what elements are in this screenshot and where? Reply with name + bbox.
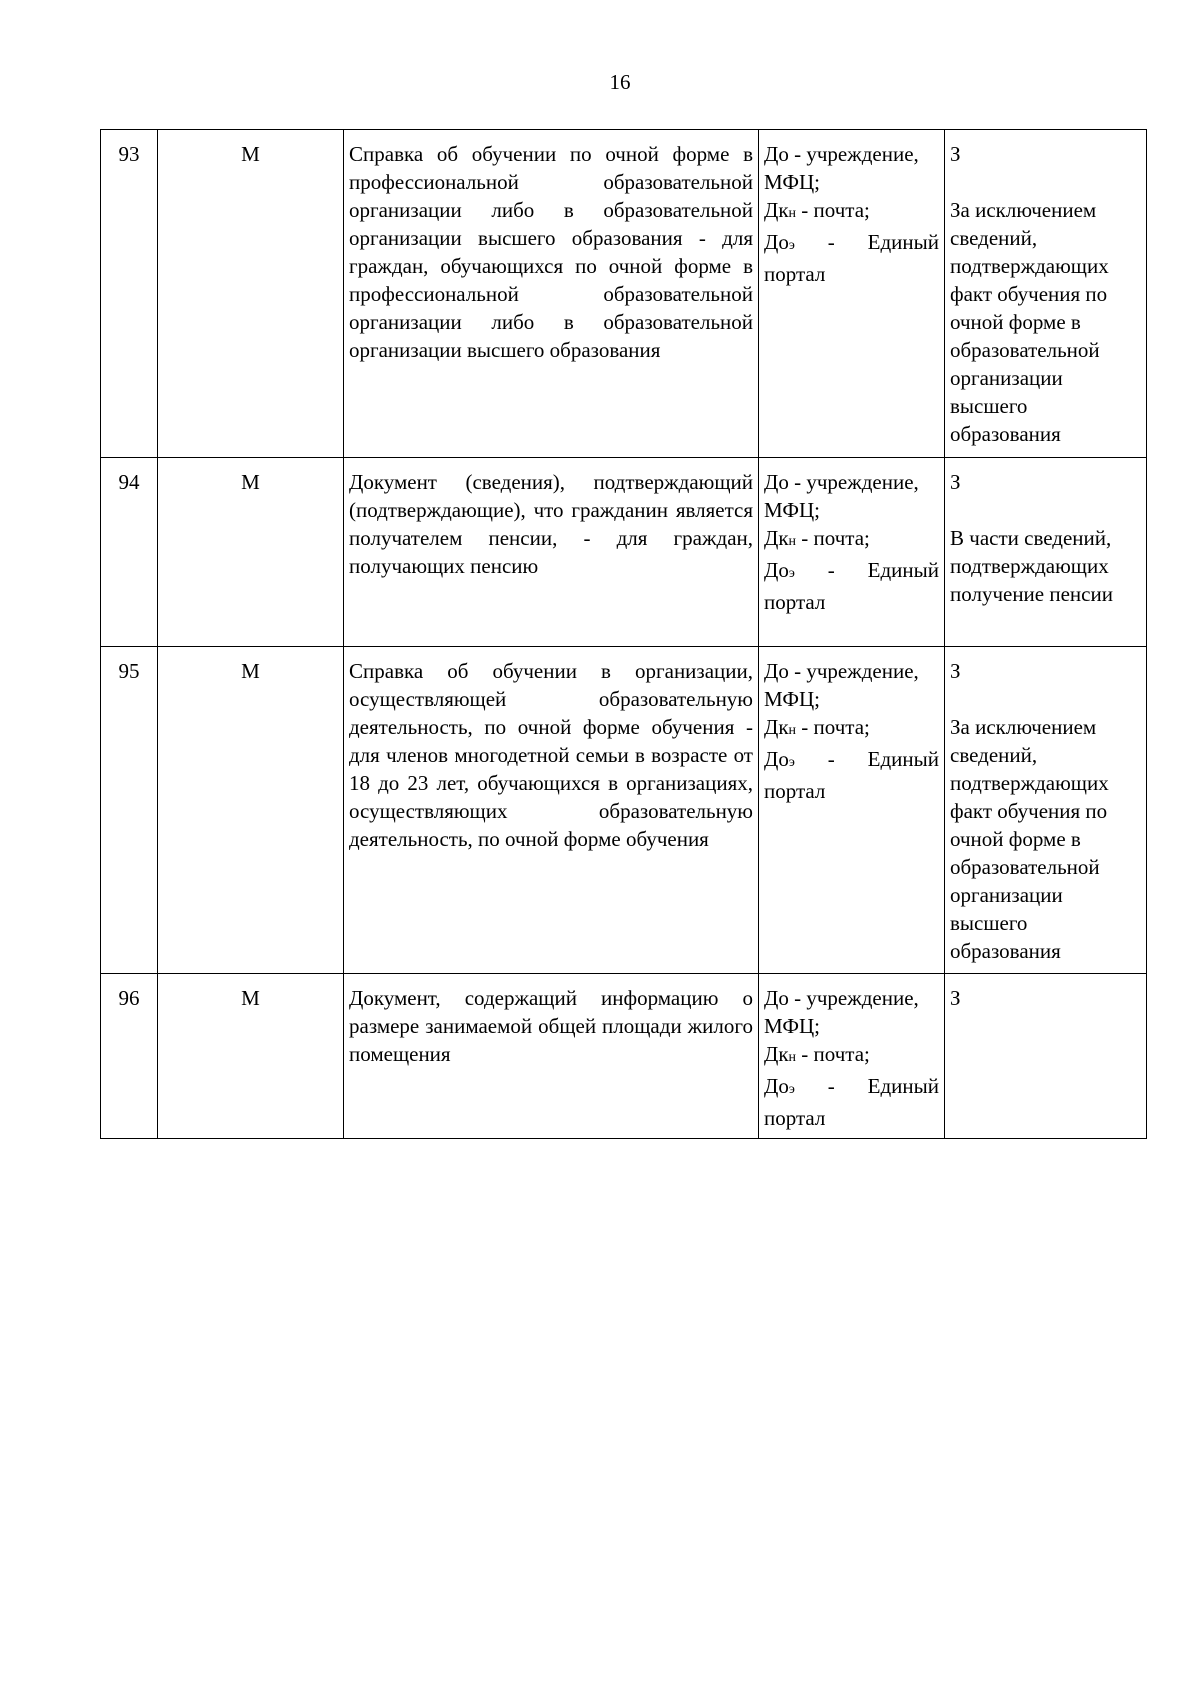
src-line-mfc: МФЦ;	[764, 170, 820, 194]
src-dash: -	[827, 558, 835, 582]
src-code-sub: н	[788, 534, 797, 549]
src-code: До	[764, 747, 789, 771]
src-line-mfc: МФЦ;	[764, 687, 820, 711]
src-line-portal	[764, 228, 939, 260]
note-text: За исключением сведений, подтверждающих факт обучения по очной форме в образовательной организации высшего образования	[950, 198, 1109, 446]
row-type: М	[158, 647, 344, 974]
note-code: З	[950, 659, 961, 683]
note-code: З	[950, 470, 961, 494]
src-portal-word: Единый	[867, 558, 939, 582]
src-line-office: До - учреждение,	[764, 659, 919, 683]
documents-table	[100, 129, 1147, 1139]
src-line-mail	[764, 1040, 939, 1072]
src-line-office: До - учреждение,	[764, 470, 919, 494]
table-row	[101, 974, 1147, 1139]
src-code-sub: э	[788, 755, 795, 770]
src-portal-word: Единый	[867, 1074, 939, 1098]
src-code-sub: н	[788, 723, 797, 738]
src-line-portal-end: портал	[764, 262, 826, 286]
row-note	[945, 458, 1147, 647]
src-code-sub: н	[788, 206, 797, 221]
src-line-portal	[764, 1072, 939, 1104]
src-line-office: До - учреждение,	[764, 142, 919, 166]
src-line-portal-end: портал	[764, 1106, 826, 1130]
row-number: 94	[101, 458, 158, 647]
src-code: До	[764, 230, 789, 254]
src-code: Дк	[764, 198, 789, 222]
src-mail-text: - почта;	[796, 526, 870, 550]
src-line-portal-end: портал	[764, 779, 826, 803]
table-row	[101, 130, 1147, 458]
row-submission-method	[759, 130, 945, 458]
row-submission-method	[759, 647, 945, 974]
row-type: М	[158, 130, 344, 458]
note-code: З	[950, 986, 961, 1010]
src-mail-text: - почта;	[796, 198, 870, 222]
row-note	[945, 974, 1147, 1139]
src-code-sub: э	[788, 238, 795, 253]
table-row	[101, 647, 1147, 974]
row-number: 93	[101, 130, 158, 458]
src-code: Дк	[764, 715, 789, 739]
src-line-mfc: МФЦ;	[764, 1014, 820, 1038]
src-line-portal	[764, 745, 939, 777]
row-document-name: Документ (сведения), подтверждающий (подтверждающие), что гражданин является получателем пенсии, - для граждан, получающих пенсию	[344, 458, 759, 647]
src-dash: -	[827, 230, 835, 254]
note-text: В части сведений, подтверждающих получение пенсии	[950, 526, 1113, 606]
src-line-portal	[764, 556, 939, 588]
row-number: 96	[101, 974, 158, 1139]
row-submission-method	[759, 974, 945, 1139]
row-type: М	[158, 974, 344, 1139]
src-line-mail	[764, 196, 939, 228]
src-code-sub: э	[788, 1082, 795, 1097]
src-dash: -	[827, 1074, 835, 1098]
src-code-sub: н	[788, 1050, 797, 1065]
src-dash: -	[827, 747, 835, 771]
src-portal-word: Единый	[867, 747, 939, 771]
src-line-mail	[764, 524, 939, 556]
src-line-portal-end: портал	[764, 590, 826, 614]
src-code-sub: э	[788, 566, 795, 581]
src-code: До	[764, 1074, 789, 1098]
src-line-mail	[764, 713, 939, 745]
row-note	[945, 130, 1147, 458]
src-code: Дк	[764, 1042, 789, 1066]
row-document-name: Справка об обучении в организации, осуществляющей образовательную деятельность, по очной форме обучения - для членов многодетной семьи в возрасте от 18 до 23 лет, обучающихся в организациях, осуществляющих образовательную деятельность, по очной форме обучения	[344, 647, 759, 974]
table-row	[101, 458, 1147, 647]
row-document-name: Справка об обучении по очной форме в профессиональной образовательной организации либо в образовательной организации высшего образования - для граждан, обучающихся по очной форме в профессиональной образовательной организации либо в образовательной организации высшего образования	[344, 130, 759, 458]
src-mail-text: - почта;	[796, 1042, 870, 1066]
src-code: До	[764, 558, 789, 582]
src-portal-word: Единый	[867, 230, 939, 254]
row-submission-method	[759, 458, 945, 647]
src-line-office: До - учреждение,	[764, 986, 919, 1010]
note-code: З	[950, 142, 961, 166]
row-type: М	[158, 458, 344, 647]
row-document-name: Документ, содержащий информацию о размере занимаемой общей площади жилого помещения	[344, 974, 759, 1139]
note-text: За исключением сведений, подтверждающих факт обучения по очной форме в образовательной организации высшего образования	[950, 715, 1109, 963]
src-code: Дк	[764, 526, 789, 550]
row-number: 95	[101, 647, 158, 974]
row-note	[945, 647, 1147, 974]
src-line-mfc: МФЦ;	[764, 498, 820, 522]
src-mail-text: - почта;	[796, 715, 870, 739]
page-number: 16	[609, 70, 631, 94]
